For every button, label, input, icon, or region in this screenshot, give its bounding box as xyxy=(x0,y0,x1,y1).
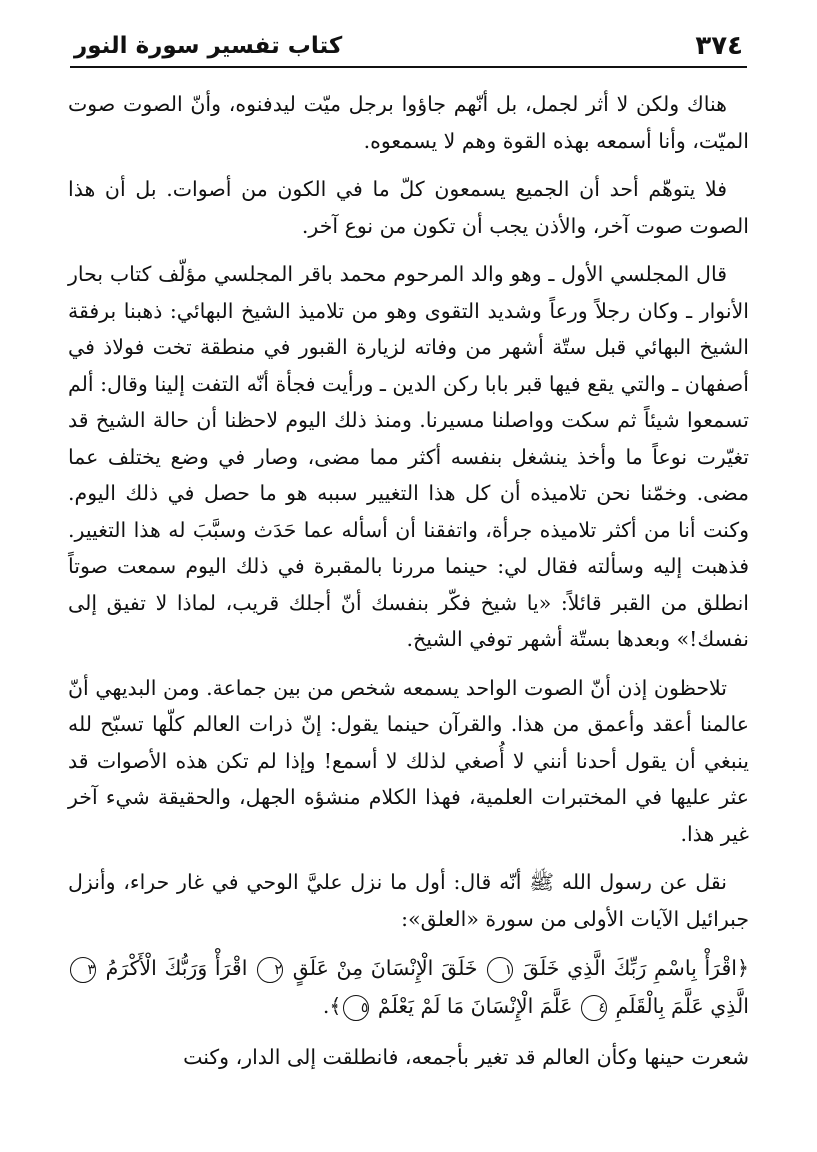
quran-verse: اقْرَأْ بِاسْمِ رَبِّكَ الَّذِي خَلَقَ xyxy=(522,956,737,980)
quran-verse: عَلَّمَ الْإِنْسَانَ مَا لَمْ يَعْلَمْ xyxy=(377,994,573,1018)
running-title: كتاب تفسير سورة النور xyxy=(74,33,343,59)
verse-number-marker: ٤ xyxy=(581,995,607,1021)
body-text xyxy=(68,86,749,1088)
quran-close-bracket: ﴾. xyxy=(322,994,342,1018)
header-rule xyxy=(70,66,747,68)
quran-verse: الَّذِي عَلَّمَ بِالْقَلَمِ xyxy=(615,994,749,1018)
paragraph: شعرت حينها وكأن العالم قد تغير بأجمعه، فانطلقت إلى الدار، وكنت xyxy=(183,1045,749,1069)
paragraph: فلا يتوهّم أحد أن الجميع يسمعون كلّ ما في الكون من أصوات. بل أن هذا الصوت صوت آخر، والأذن يجب أن تكون من نوع آخر. xyxy=(68,177,749,238)
paragraph: قال المجلسي الأول ـ وهو والد المرحوم محمد باقر المجلسي مؤلّف كتاب بحار الأنوار ـ وكان رجلاً ورعاً وشديد التقوى وهو من تلاميذ الشيخ البهائي: ذهبنا برفقة الشيخ البهائي قبل ستّة أشهر من وفاته لزيارة القبور في منطقة تخت فولاذ في أصفهان ـ والتي يقع فيها قبر بابا ركن الدين ـ ورأيت فجأة أنّه التفت إلينا وقال: ألم تسمعوا شيئاً ثم سكت وواصلنا مسيرنا. ومنذ ذلك اليوم لاحظنا أن حالة الشيخ قد تغيّرت نوعاً ما وأخذ ينشغل بنفسه أكثر مما مضى، وصار في وضع يختلف عما مضى. وخمّنا نحن تلاميذه أن كل هذا التغيير سببه هو ما حصل في ذلك اليوم. وكنت أنا من أكثر تلاميذه جرأة، واتفقنا أن أسأله عما حَدَث وسبَّبَ له هذا التغيير. فذهبت إليه وسألته فقال لي: حينما مررنا بالمقبرة في ذلك اليوم سمعت صوتاً انطلق من القبر قائلاً: «يا شيخ فكّر بنفسك أنّ أجلك قريب، لماذا لا تفيق إلى نفسك!» وبعدها بستّة أشهر توفي الشيخ. xyxy=(67,262,749,651)
quran-open-bracket: ﴿ xyxy=(736,956,749,980)
paragraph: تلاحظون إذن أنّ الصوت الواحد يسمعه شخص من بين جماعة. ومن البديهي أنّ عالمنا أعقد وأعمق من هذا. والقرآن حينما يقول: إنّ ذرات العالم كلّها تسبّح لله ينبغي أن يقول أحدنا أنني لا أُصغي لذلك لا أسمع! وإذا لم تكن هذه الأصوات قد عثر عليها في المختبرات العلمية، فهذا الكلام منشؤه الجهل، والحقيقة شيء آخر غير هذا. xyxy=(68,675,749,846)
paragraph: نقل عن رسول الله ﷺ أنّه قال: أول ما نزل عليَّ الوحي في غار حراء، وأنزل جبرائيل الآيات الأولى من سورة «العلق»: xyxy=(68,870,749,931)
verse-number-marker: ١ xyxy=(487,957,513,983)
verse-number-marker: ٣ xyxy=(70,957,96,983)
page-header xyxy=(70,22,747,68)
paragraph: هناك ولكن لا أثر لجمل، بل أنّهم جاؤوا برجل ميّت ليدفنوه، وأنّ الصوت صوت الميّت، وأنا أسمعه بهذه القوة وهم لا يسمعوه. xyxy=(68,92,749,153)
quran-verse: اقْرَأْ وَرَبُّكَ الْأَكْرَمُ xyxy=(105,956,248,980)
page-number: ٣٧٤ xyxy=(695,31,743,61)
quran-verse: خَلَقَ الْإِنْسَانَ مِنْ عَلَقٍ xyxy=(292,956,478,980)
verse-number-marker: ٢ xyxy=(257,957,283,983)
quran-quote xyxy=(68,949,749,1025)
verse-number-marker: ٥ xyxy=(343,995,369,1021)
